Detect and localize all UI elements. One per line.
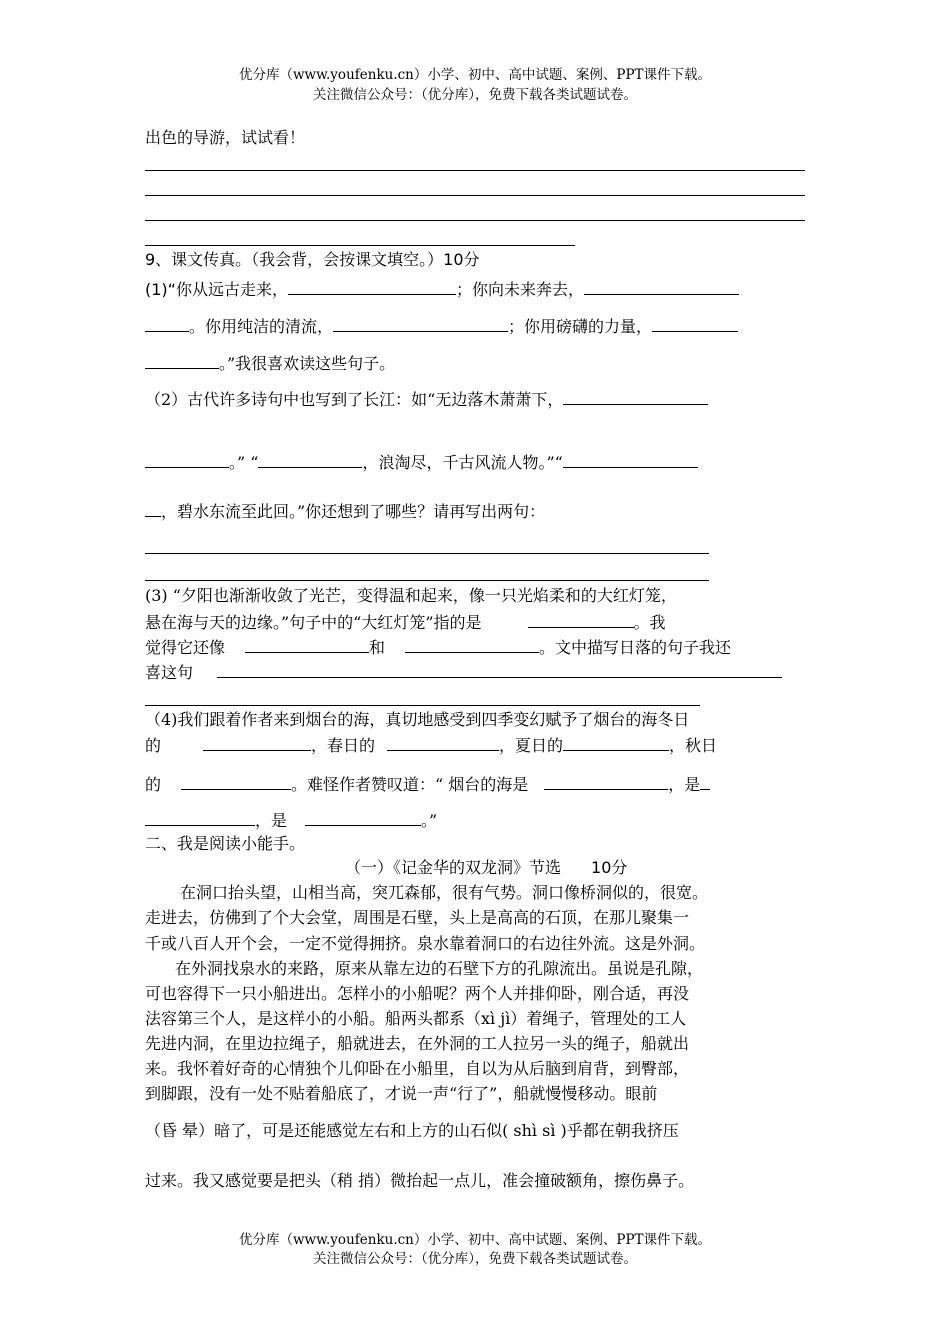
blank[interactable]	[145, 315, 189, 332]
passage-line: 在外洞找泉水的来路，原来从靠左边的石壁下方的孔隙流出。虽说是孔隙，	[175, 959, 704, 978]
blank[interactable]	[145, 451, 229, 468]
blank[interactable]	[181, 773, 291, 790]
passage-line: 来。我怀着好奇的心情独个儿仰卧在小船里，自以为从后脑到肩背，到臀部，	[145, 1059, 690, 1078]
reading-subtitle	[345, 858, 627, 878]
q9-p4-text: ，春日的	[311, 736, 376, 755]
blank[interactable]	[700, 773, 710, 790]
blank[interactable]	[584, 278, 739, 295]
q9-p3-line2	[145, 611, 666, 633]
page-footer-line1: 优分库（www.youfenku.cn）小学、初中、高中试题、案例、PPT课件下载。	[238, 1232, 712, 1248]
q9-p4-text: 。”	[421, 811, 438, 830]
q9-title: 9、课文传真。（我会背，会按课文填空。）10分	[145, 250, 480, 269]
q9-p1-text: 。”我很喜欢读这些句子。	[219, 354, 396, 373]
q9-p2-line1	[145, 388, 708, 410]
answer-line[interactable]	[145, 220, 805, 221]
q9-p2-line2	[145, 451, 698, 473]
q9-p2-text: （2）古代许多诗句中也写到了长江：如“无边落木萧萧下，	[145, 390, 564, 409]
passage-line: 走进去，仿佛到了个大会堂，周围是石壁，头上是高高的石顶，在那儿聚集一	[145, 908, 690, 927]
q9-p4-text: ，是	[668, 775, 701, 794]
answer-line[interactable]	[145, 170, 805, 171]
q9-p3-text: 悬在海与天的边缘。”句子中的“大红灯笼”指的是	[145, 613, 482, 632]
q9-p3-line1: (3) “夕阳也渐渐收敛了光芒，变得温和起来，像一只光焰柔和的大红灯笼，	[145, 586, 677, 605]
answer-line[interactable]	[145, 245, 575, 246]
blank[interactable]	[333, 315, 508, 332]
q9-p1-line3	[145, 352, 395, 374]
passage-line: 到脚跟，没有一处不贴着船底了，才说一声“行了”，船就慢慢移动。眼前	[145, 1084, 658, 1103]
q9-p2-text: ，碧水东流至此回。”你还想到了哪些？请再写出两句：	[161, 502, 546, 521]
q9-p4-text: ，秋日	[669, 736, 718, 755]
page-footer-line2: 关注微信公众号：（优分库），免费下载各类试题试卷。	[313, 1251, 637, 1267]
q9-p3-line4	[145, 661, 782, 683]
q9-p4-text: 的	[145, 775, 162, 794]
reading-score: 10分	[591, 858, 628, 877]
answer-line[interactable]	[145, 195, 805, 196]
blank[interactable]	[563, 451, 698, 468]
q9-p4-text: 。难怪作者赞叹道：“ 烟台的海是	[291, 775, 529, 794]
q9-p4-line3	[145, 773, 710, 795]
q9-p4-text: ，夏日的	[499, 736, 564, 755]
passage-line: （昏 晕）暗了，可是还能感觉左右和上方的山石似( shì sì )乎都在朝我挤压	[145, 1121, 679, 1140]
blank[interactable]	[387, 734, 499, 751]
blank[interactable]	[245, 636, 369, 653]
passage-line: 先进内洞，在里边拉绳子，船就进去，在外洞的工人拉另一头的绳子，船就出	[145, 1034, 690, 1053]
q9-p4-text: ，是	[255, 811, 288, 830]
q9-p1-line2	[145, 315, 738, 337]
section2-title: 二、我是阅读小能手。	[145, 834, 306, 853]
page-header-line1: 优分库（www.youfenku.cn）小学、初中、高中试题、案例、PPT课件下载。	[238, 67, 712, 83]
blank[interactable]	[145, 809, 255, 826]
blank[interactable]	[528, 611, 634, 628]
q9-p3-line3	[145, 636, 731, 658]
blank[interactable]	[544, 773, 668, 790]
blank[interactable]	[145, 352, 219, 369]
answer-line[interactable]	[145, 705, 700, 706]
q9-p4-line2	[145, 734, 717, 756]
q9-p2-text: 。” “	[229, 453, 259, 472]
blank[interactable]	[203, 734, 311, 751]
q9-p1-text: ；你向未来奔去，	[455, 280, 584, 299]
passage-line: 在洞口抬头望，山相当高，突兀森郁，很有气势。洞口像桥洞似的，很宽。	[180, 883, 709, 902]
q9-p3-text: 觉得它还像	[145, 638, 226, 657]
q9-p1-text: (1)“你从远古走来，	[145, 280, 288, 299]
blank[interactable]	[288, 278, 456, 295]
q8-tail-text: 出色的导游，试试看！	[145, 128, 306, 147]
blank[interactable]	[145, 500, 161, 517]
q9-p1-text: 。你用纯洁的清流，	[189, 317, 334, 336]
passage-line: 可也容得下一只小船进出。怎样小的小船呢？两个人并排仰卧，刚合适，再没	[145, 984, 690, 1003]
q9-p4-line4	[145, 809, 437, 831]
q9-p3-text: 和	[369, 638, 386, 657]
q9-p2-line3	[145, 500, 545, 522]
blank[interactable]	[258, 451, 362, 468]
blank[interactable]	[563, 734, 669, 751]
q9-p4-text: 的	[145, 736, 162, 755]
passage-line: 过来。我又感觉要是把头（稍 捎）微抬起一点儿，准会撞破额角，擦伤鼻子。	[145, 1171, 695, 1190]
blank[interactable]	[405, 636, 539, 653]
blank[interactable]	[652, 315, 738, 332]
answer-line[interactable]	[145, 580, 709, 581]
blank[interactable]	[217, 661, 782, 678]
q9-p3-text: 。我	[633, 613, 666, 632]
passage-line: 法容第三个人，是这样小的小船。船两头都系（xì jì）着绳子，管理处的工人	[145, 1009, 687, 1028]
answer-line[interactable]	[145, 553, 709, 554]
q9-p3-text: 喜这句	[145, 663, 194, 682]
q9-p4-line1: （4)我们跟着作者来到烟台的海，真切地感受到四季变幻赋予了烟台的海冬日	[145, 710, 690, 729]
page-header-line2: 关注微信公众号：（优分库），免费下载各类试题试卷。	[313, 87, 637, 103]
q9-p1-line1	[145, 278, 739, 300]
q9-p2-text: ，浪淘尽，千古风流人物。”“	[362, 453, 563, 472]
blank[interactable]	[563, 388, 708, 405]
q9-p3-text: 。文中描写日落的句子我还	[539, 638, 732, 657]
reading-subtitle-text: （一）《记金华的双龙洞》节选	[345, 858, 562, 877]
blank[interactable]	[305, 809, 421, 826]
q9-p1-text: ；你用磅礴的力量，	[508, 317, 653, 336]
passage-line: 千或八百人开个会，一定不觉得拥挤。泉水靠着洞口的右边往外流。这是外洞。	[145, 934, 706, 953]
